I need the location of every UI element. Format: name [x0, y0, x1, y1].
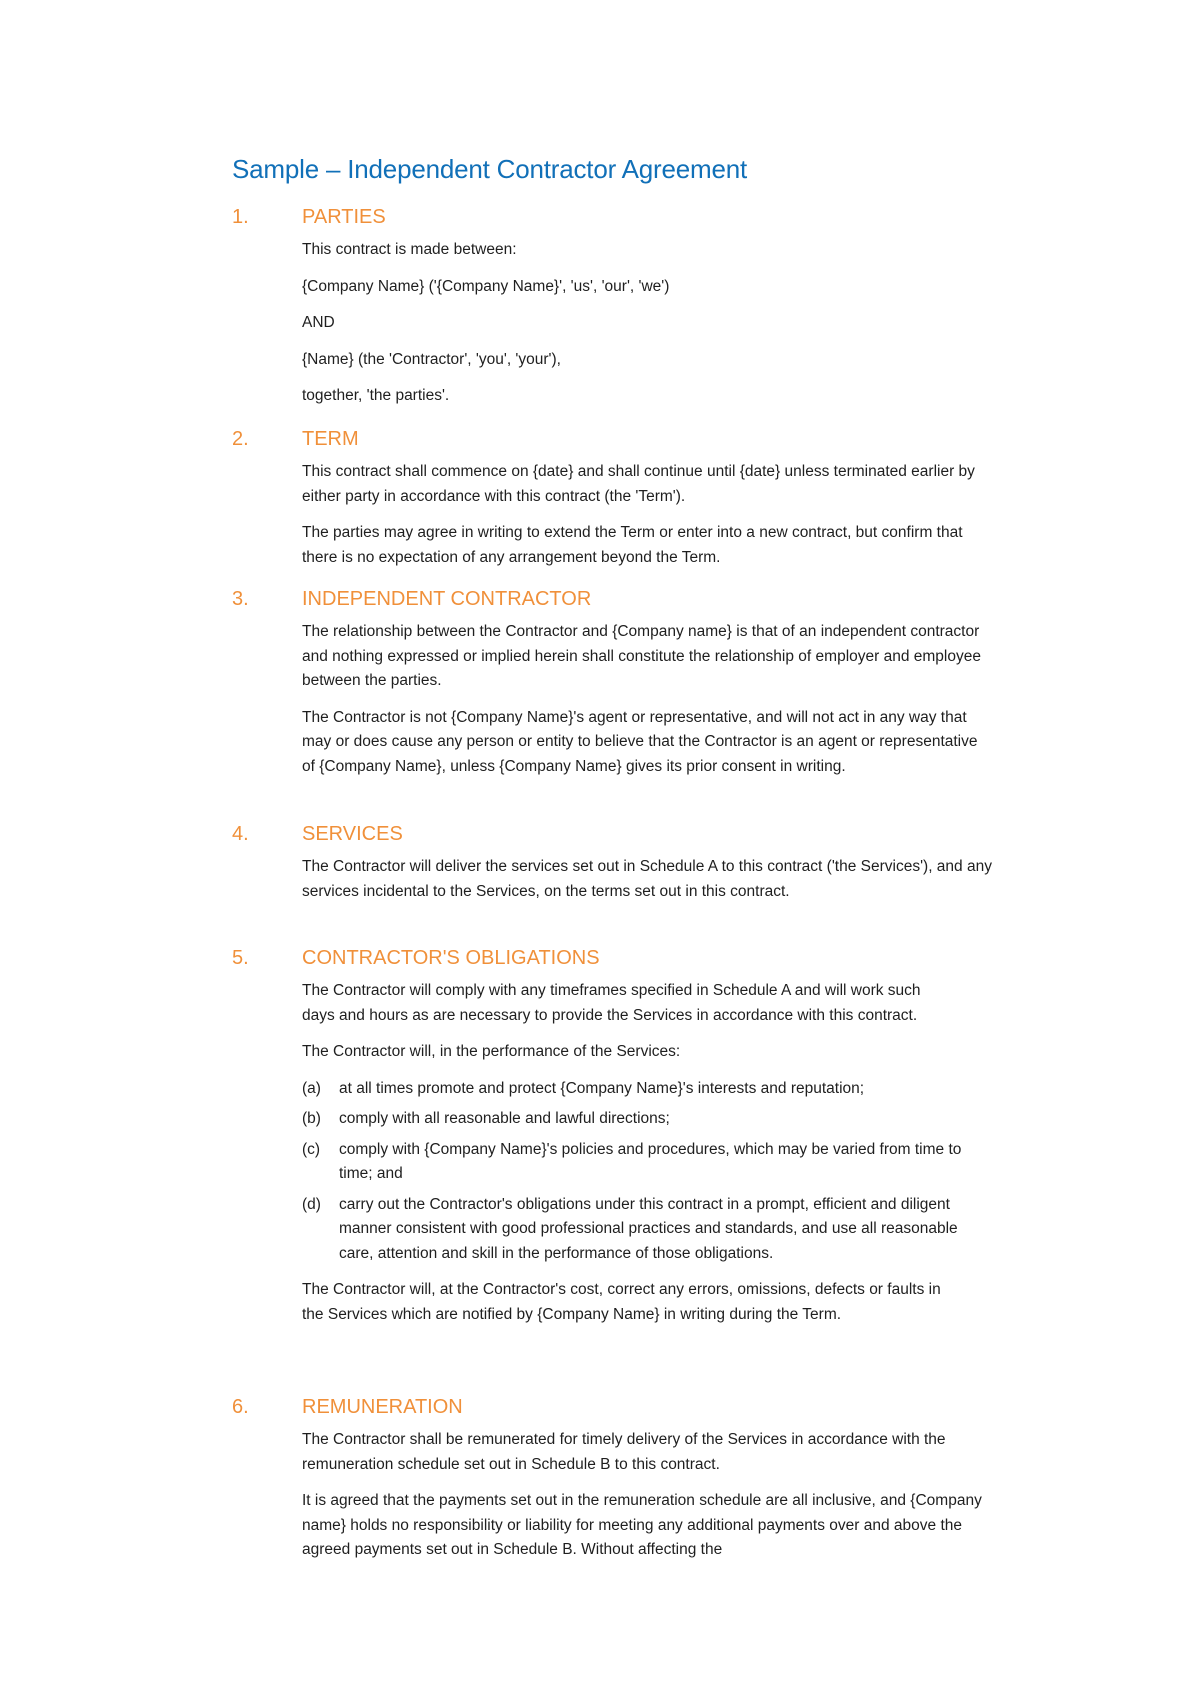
- section-title: SERVICES: [302, 823, 403, 845]
- section-number: 1.: [232, 206, 249, 228]
- section-parties: [232, 206, 992, 421]
- list-marker: (a): [302, 1079, 321, 1097]
- section-title: PARTIES: [302, 206, 386, 228]
- paragraph: The Contractor is not {Company Name}'s agent or representative, and will not act in any way that may or does cause any person or entity to believe that the Contractor is an agent or representative of {Company Name}, unless {Company Name} gives its prior consent in writing.: [302, 708, 978, 775]
- section-heading: [232, 947, 992, 975]
- paragraph: {Name} (the 'Contractor', 'you', 'your'),: [302, 350, 561, 368]
- paragraph: The parties may agree in writing to extend the Term or enter into a new contract, but confirm that there is no expectation of any arrangement beyond the Term.: [302, 524, 963, 566]
- section-services: [232, 823, 992, 916]
- paragraph: It is agreed that the payments set out in the remuneration schedule are all inclusive, and {Company name} holds no responsibility or liability for meeting any additional payments over and above the agreed payments set out in Schedule B. Without affecting the: [302, 1492, 982, 1558]
- paragraph: The Contractor will, in the performance of the Services:: [302, 1043, 681, 1060]
- section-body: [302, 1428, 992, 1563]
- section-body: [302, 620, 992, 779]
- paragraph: The Contractor shall be remunerated for timely delivery of the Services in accordance with the remuneration schedule set out in Schedule B to this contract.: [302, 1431, 946, 1473]
- list-item-text: comply with {Company Name}'s policies and procedures, which may be varied from time to time; and: [339, 1140, 962, 1182]
- section-title: REMUNERATION: [302, 1396, 463, 1418]
- section-heading: [232, 206, 992, 234]
- list-item: [302, 1138, 992, 1187]
- section-number: 4.: [232, 823, 249, 845]
- section-term: [232, 428, 992, 582]
- paragraph: The Contractor will, at the Contractor's cost, correct any errors, omissions, defects or faults in the Services which are notified by {Company Name} in writing during the Term.: [302, 1281, 941, 1323]
- section-body: [302, 238, 992, 409]
- list-item-text: comply with all reasonable and lawful directions;: [339, 1110, 670, 1127]
- section-body: [302, 855, 992, 904]
- paragraph: This contract shall commence on {date} and shall continue until {date} unless terminated earlier by either party in accordance with this contract (the 'Term').: [302, 463, 975, 505]
- section-body: [302, 979, 992, 1327]
- list-marker: (b): [302, 1110, 321, 1127]
- list-item: [302, 1193, 992, 1267]
- list-item-text: at all times promote and protect {Company Name}'s interests and reputation;: [339, 1079, 865, 1097]
- section-remuneration: [232, 1396, 992, 1575]
- section-number: 6.: [232, 1396, 249, 1418]
- section-contractors-obligations: [232, 947, 992, 1339]
- section-number: 5.: [232, 947, 249, 969]
- paragraph: The Contractor will deliver the services set out in Schedule A to this contract ('the Services'), and any services incidental to the Services, on the terms set out in this contract.: [302, 858, 992, 900]
- paragraph: {Company Name} ('{Company Name}', 'us', 'our', 'we'): [302, 277, 670, 295]
- paragraph: together, 'the parties'.: [302, 387, 450, 404]
- list-item-text: carry out the Contractor's obligations under this contract in a prompt, efficient and diligent manner consistent with good professional practices and standards, and use all reasonable care, attention and skill in the performance of those obligations.: [339, 1195, 958, 1262]
- paragraph: AND: [302, 314, 335, 331]
- section-independent-contractor: [232, 588, 992, 791]
- paragraph: This contract is made between:: [302, 241, 517, 258]
- paragraph: The relationship between the Contractor and {Company name} is that of an independent contractor and nothing expressed or implied herein shall constitute the relationship of employer and employee between the parties.: [302, 623, 981, 689]
- section-body: [302, 460, 992, 570]
- document-title: Sample – Independent Contractor Agreement: [232, 154, 748, 184]
- section-title: CONTRACTOR'S OBLIGATIONS: [302, 947, 600, 969]
- section-heading: [232, 428, 992, 456]
- list-marker: (d): [302, 1195, 321, 1213]
- list-item: [302, 1077, 992, 1102]
- section-title: INDEPENDENT CONTRACTOR: [302, 588, 592, 610]
- list-item: [302, 1107, 992, 1132]
- list-marker: (c): [302, 1140, 321, 1158]
- section-heading: [232, 1396, 992, 1424]
- section-heading: [232, 588, 992, 616]
- paragraph: The Contractor will comply with any timeframes specified in Schedule A and will work such days and hours as are necessary to provide the Services in accordance with this contract.: [302, 982, 921, 1024]
- section-number: 2.: [232, 428, 249, 450]
- section-number: 3.: [232, 588, 249, 610]
- section-heading: [232, 823, 992, 851]
- section-title: TERM: [302, 428, 359, 450]
